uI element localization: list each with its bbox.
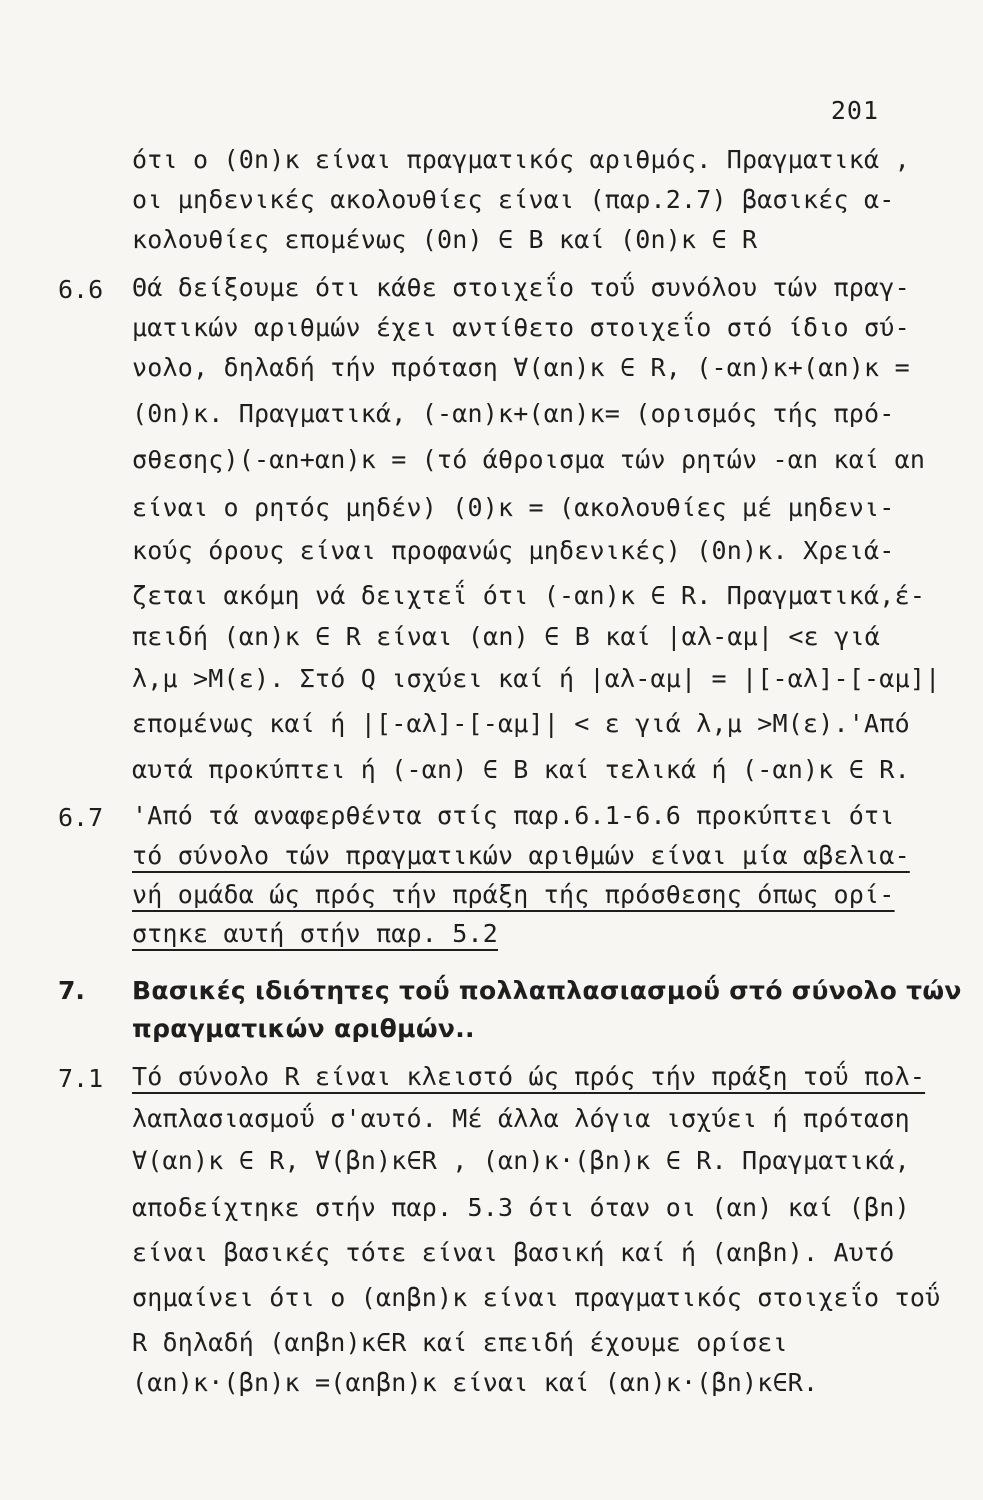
s6-6-line-10: λ,μ >M(ε). Στό Q ισχύει καί ή |αλ-αμ| = |[-αλ]-[-αμ]|	[132, 664, 941, 693]
s7-1-line-3: ∀(αn)κ ∈ R, ∀(βn)κ∈R , (αn)κ·(βn)κ ∈ R. Πραγματικά,	[132, 1146, 910, 1175]
s7-1-line-4: αποδείχτηκε στήν παρ. 5.3 ότι όταν οι (αn) καί (βn)	[132, 1193, 910, 1222]
s6-6-line-5: σθεσης)(-αn+αn)κ = (τό άθροισμα τών ρητών -αn καί αn	[132, 445, 926, 474]
section-7-heading-line-1: Βασικές ιδιότητες τοΰ πολλαπλασιασμοΰ στό σύνολο τών	[132, 976, 962, 1005]
s6-6-line-3: νολο, δηλαδή τήν πρόταση ∀(αn)κ ∈ R, (-αn)κ+(αn)κ =	[132, 353, 910, 382]
s6-6-line-4: (0n)κ. Πραγματικά, (-αn)κ+(αn)κ= (ορισμός τής πρό-	[132, 399, 895, 428]
s6-6-line-2: ματικών αριθμών έχει αντίθετο στοιχεΐο στό ίδιο σύ-	[132, 313, 910, 342]
page-number: 201	[830, 96, 879, 125]
intro-line-3: κολουθίες επομένως (0n) ∈ B καί (0n)κ ∈ R	[132, 225, 758, 254]
s7-1-line-7: R δηλαδή (αnβn)κ∈R καί επειδή έχουμε ορίσει	[132, 1328, 788, 1357]
section-label-6-7: 6.7	[58, 803, 104, 832]
s7-1-line-1: Τό σύνολο R είναι κλειστό ώς πρός τήν πράξη τοΰ πολ-	[132, 1062, 926, 1091]
s6-7-line-4: στηκε αυτή στήν παρ. 5.2	[132, 919, 499, 948]
intro-line-1: ότι ο (0n)κ είναι πραγματικός αριθμός. Πραγματικά ,	[132, 145, 910, 174]
s6-7-line-2: τό σύνολο τών πραγματικών αριθμών είναι μία αβελια-	[132, 841, 910, 870]
s6-6-line-12: αυτά προκύπτει ή (-αn) ∈ B καί τελικά ή (-αn)κ ∈ R.	[132, 755, 910, 784]
s6-6-line-1: Θά δείξουμε ότι κάθε στοιχεΐο τοΰ συνόλου τών πραγ-	[132, 273, 910, 302]
s7-1-line-5: είναι βασικές τότε είναι βασική καί ή (αnβn). Αυτό	[132, 1238, 895, 1267]
s6-6-line-9: πειδή (αn)κ ∈ R είναι (αn) ∈ B καί |αλ-αμ| <ε γιά	[132, 622, 880, 651]
section-7-heading-line-2: πραγματικών αριθμών..	[132, 1014, 475, 1043]
s6-7-line-1: 'Από τά αναφερθέντα στίς παρ.6.1-6.6 προκύπτει ότι	[132, 801, 895, 830]
s6-6-line-7: κούς όρους είναι προφανώς μηδενικές) (0n)κ. Χρειά-	[132, 536, 895, 565]
intro-line-2: οι μηδενικές ακολουθίες είναι (παρ.2.7) βασικές α-	[132, 185, 895, 214]
s7-1-line-2: λαπλασιασμοΰ σ'αυτό. Μέ άλλα λόγια ισχύει ή πρόταση	[132, 1104, 910, 1133]
section-label-7-1: 7.1	[58, 1064, 104, 1093]
s7-1-line-6: σημαίνει ότι ο (αnβn)κ είναι πραγματικός στοιχεΐο τοΰ	[132, 1283, 941, 1312]
s6-7-line-3: νή ομάδα ώς πρός τήν πράξη τής πρόσθεσης όπως ορί-	[132, 880, 895, 909]
s6-6-line-6: είναι ο ρητός μηδέν) (0)κ = (ακολουθίες μέ μηδενι-	[132, 493, 895, 522]
s6-6-line-8: ζεται ακόμη νά δειχτεΐ ότι (-αn)κ ∈ R. Πραγματικά,έ-	[132, 581, 926, 610]
section-label-6-6: 6.6	[58, 275, 104, 304]
s6-6-line-11: επομένως καί ή |[-αλ]-[-αμ]| < ε γιά λ,μ >M(ε).'Από	[132, 709, 910, 738]
section-label-7: 7.	[58, 976, 85, 1005]
s7-1-line-8: (αn)κ·(βn)κ =(αnβn)κ είναι καί (αn)κ·(βn)κ∈R.	[132, 1368, 819, 1397]
